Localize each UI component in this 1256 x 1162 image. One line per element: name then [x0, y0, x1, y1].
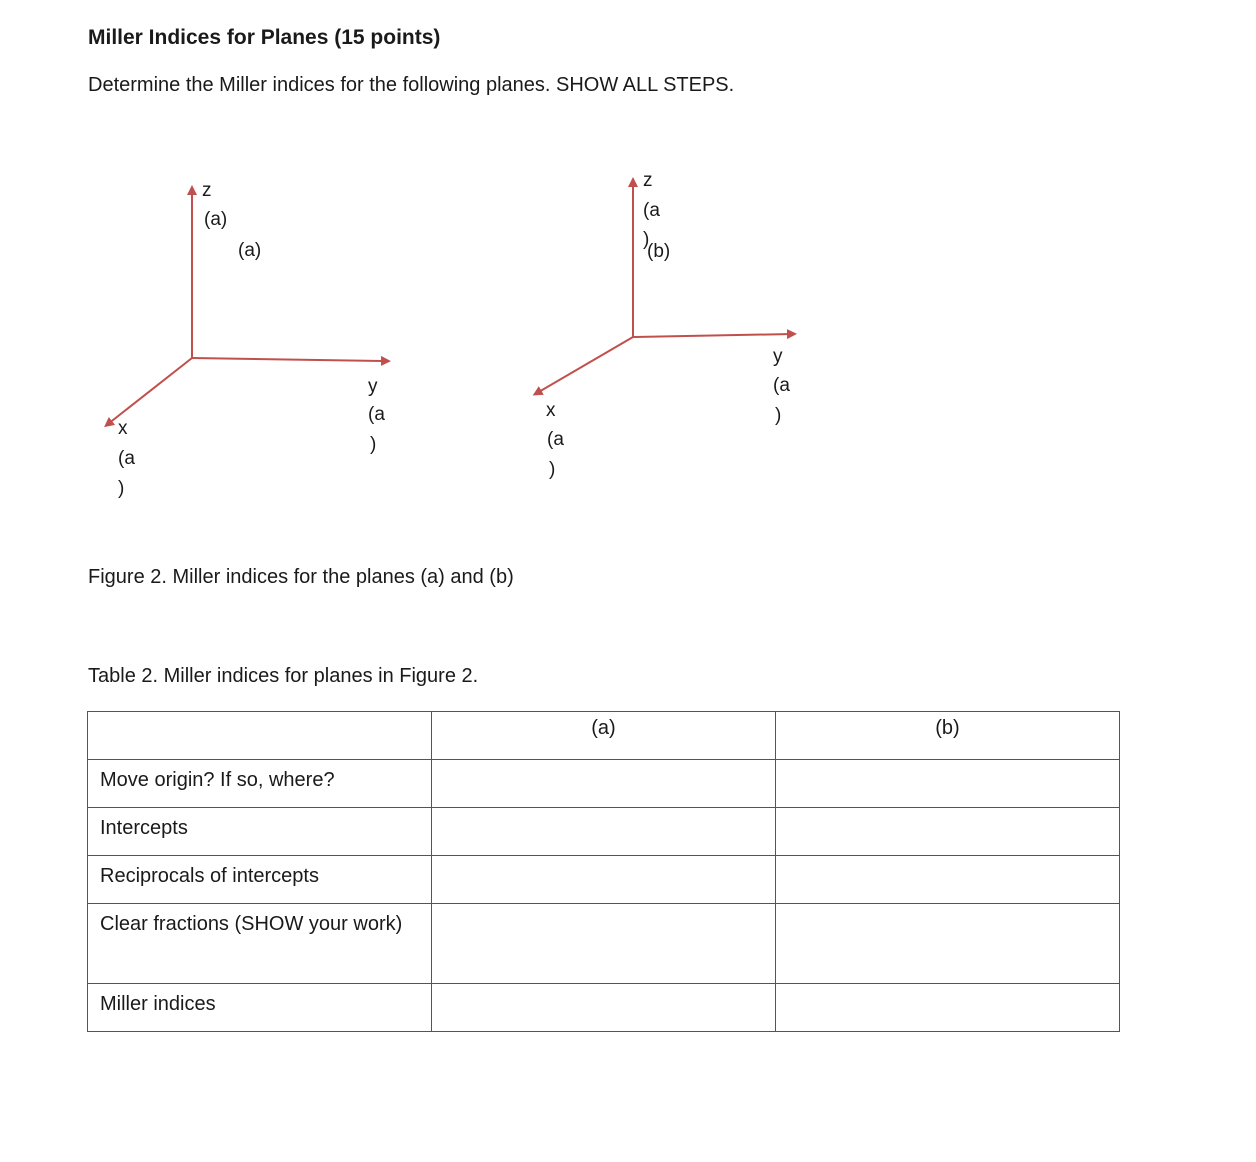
- left-z-tag: (a): [204, 209, 228, 230]
- right-y-tag-close: ): [775, 405, 782, 426]
- answer-cell-b-miller-indices[interactable]: [776, 984, 1120, 1032]
- left-y-tag-open: (a: [368, 404, 385, 425]
- left-x-axis: [108, 358, 192, 424]
- left-x-label: x: [118, 418, 128, 439]
- left-z-label: z: [202, 180, 212, 201]
- left-axes: [108, 190, 386, 424]
- answer-cell-b-reciprocals[interactable]: [776, 856, 1120, 904]
- right-z-tag-open: (a: [643, 200, 660, 221]
- right-y-label: y: [773, 346, 783, 367]
- table-row: [88, 808, 1120, 856]
- right-plane-tag: (b): [647, 241, 671, 262]
- left-y-label: y: [368, 376, 378, 397]
- row-label-miller-indices: Miller indices: [88, 984, 432, 1032]
- right-y-axis: [633, 334, 792, 337]
- answer-cell-a-clear-fractions[interactable]: [432, 904, 776, 984]
- left-y-tag-close: ): [370, 434, 377, 455]
- left-x-tag-open: (a: [118, 448, 135, 469]
- right-x-axis: [537, 337, 633, 393]
- left-plane-tag: (a): [238, 240, 262, 261]
- right-z-tag-close: ): [643, 229, 650, 250]
- table-row: [88, 760, 1120, 808]
- right-y-tag-open: (a: [773, 375, 790, 396]
- answer-cell-b-move-origin[interactable]: [776, 760, 1120, 808]
- table-header-row: [88, 712, 1120, 760]
- right-x-label: x: [546, 400, 556, 421]
- answer-cell-a-reciprocals[interactable]: [432, 856, 776, 904]
- answer-cell-a-move-origin[interactable]: [432, 760, 776, 808]
- answer-cell-a-intercepts[interactable]: [432, 808, 776, 856]
- instructions-text: Determine the Miller indices for the following planes. SHOW ALL STEPS.: [88, 74, 735, 96]
- table-row: [88, 904, 1120, 984]
- left-y-axis: [192, 358, 386, 361]
- table-row: [88, 856, 1120, 904]
- answer-cell-b-intercepts[interactable]: [776, 808, 1120, 856]
- answer-cell-a-miller-indices[interactable]: [432, 984, 776, 1032]
- table-row: [88, 984, 1120, 1032]
- header-cell-blank: [88, 712, 432, 760]
- row-label-intercepts: Intercepts: [88, 808, 432, 856]
- answer-cell-b-clear-fractions[interactable]: [776, 904, 1120, 984]
- left-x-tag-close: ): [118, 478, 125, 499]
- row-label-reciprocals: Reciprocals of intercepts: [88, 856, 432, 904]
- right-x-tag-open: (a: [547, 429, 564, 450]
- right-axes: [537, 182, 792, 393]
- axes-figure: [0, 0, 1256, 560]
- figure-caption: Figure 2. Miller indices for the planes (a) and (b): [88, 566, 514, 588]
- table-caption: Table 2. Miller indices for planes in Figure 2.: [88, 665, 479, 687]
- page-title: Miller Indices for Planes (15 points): [88, 26, 441, 49]
- header-cell-b: (b): [776, 712, 1120, 760]
- right-x-tag-close: ): [549, 459, 556, 480]
- right-z-label: z: [643, 170, 653, 191]
- header-cell-a: (a): [432, 712, 776, 760]
- miller-table: [87, 711, 1120, 1032]
- row-label-move-origin: Move origin? If so, where?: [88, 760, 432, 808]
- row-label-clear-fractions: Clear fractions (SHOW your work): [88, 904, 432, 984]
